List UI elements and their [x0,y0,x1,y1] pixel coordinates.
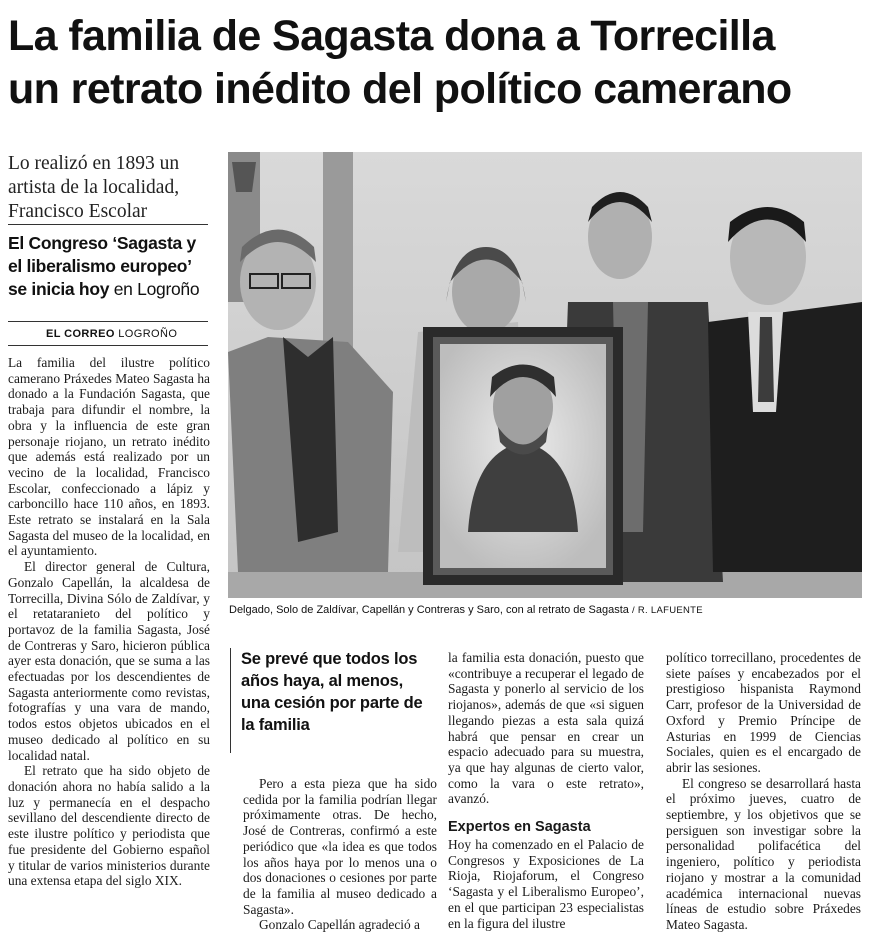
col1-paragraph: La familia del ilustre político camerano Práxedes Mateo Sagasta ha donado a la Fundación Sagasta, que trabaja para difundir el nombre, la obra y la influencia de este gran personaje riojano, un retrato inédito que además está realizado por un vecino de la localidad, Francisco Escolar, confeccionado a lápiz y carboncillo hace 110 años, en 1893. Este retrato se instalará en la Sala Sagasta del museo de la localidad, en el ayuntamiento. [8,355,210,559]
photo-illustration [228,152,862,598]
news-photo [228,152,862,598]
source-paper: EL CORREO [46,328,115,340]
body-column-3 [448,650,644,931]
col1-paragraph: El director general de Cultura, Gonzalo Capellán, la alcaldesa de Torrecilla, Divina Sólo de Zaldívar, y el retataranieto del político y portavoz de la familia Sagasta, José de Contreras y Saro, hicieron pública ayer esta donación, que se suma a las efectuadas por los descendientes de Sagasta anteriormente como revistas, fotografías y una vara de mando, todos estos objetos ubicados en el museo dedicado al político en su localidad natal. [8,559,210,763]
second-subhead [8,232,213,301]
col3-paragraph: Hoy ha comenzado en el Palacio de Congresos y Exposiciones de La Rioja, Riojaforum, el Congreso ‘Sagasta y el Liberalismo Europeo’, en el que participan 23 especialistas en la figura del ilustre [448,837,644,931]
pull-quote [230,648,435,753]
source-line [46,328,177,340]
source-divider-top [8,321,208,322]
photo-credit: / R. LAFUENTE [631,605,703,616]
photo-caption [229,604,861,616]
source-divider-bottom [8,345,208,346]
body-column-1 [8,355,210,889]
pull-quote-text: Se prevé que todos los años haya, al menos, una cesión por parte de la familia [241,650,423,734]
caption-text: Delgado, Solo de Zaldívar, Capellán y Contreras y Saro, con al retrato de Sagasta [229,604,629,616]
second-subhead-light: en Logroño [113,279,200,299]
subhead-divider [8,224,208,225]
col4-paragraph: El congreso se desarrollará hasta el próximo jueves, cuatro de septiembre, y los objetivos que se persiguen son investigar sobre la personalidad polifacética del ingeniero, político y periodista riojano y mostrar a la comunidad académica internacional nuevas líneas de estudio sobre Práxedes Mateo Sagasta. [666,775,861,932]
headline-line-1: La familia de Sagasta dona a Torrecilla [8,12,775,60]
lead-subhead: Lo realizó en 1893 un artista de la localidad, Francisco Escolar [8,153,180,222]
col3-paragraph: la familia esta donación, puesto que «contribuye a recuperar el legado de Sagasta y ponerlo al servicio de los riojanos», además de que «si siguen llegando piezas a esta sala quizá habrá que pensar en crear un espacio adecuado para su muestra, ya que hay algunas de cierto valor, como la vara o este retrato», avanzó. [448,650,644,807]
second-subhead-bold: El Congreso ‘Sagasta y el liberalismo europeo’ se inicia hoy [8,233,196,299]
framed-portrait [423,327,623,585]
headline [8,10,866,116]
headline-line-2: un retrato inédito del político camerano [8,65,792,113]
col1-paragraph: El retrato que ha sido objeto de donación ahora no había salido a la luz y permanecía en el despacho sevillano del descendiente directo de este ilustre político y periodista que fue presidente del Gobierno español y titular de varios ministerios durante una extensa etapa del siglo XIX. [8,763,210,889]
col4-paragraph: político torrecillano, procedentes de siete países y encabezados por el prestigioso hispanista Raymond Carr, profesor de la Universidad de Oxford y Premio Príncipe de Asturias en 1999 de Ciencias Sociales, quien es el encargado de abrir las sesiones. [666,650,861,775]
source-city: LOGROÑO [118,328,178,340]
body-column-4 [666,650,861,933]
col2-paragraph: Pero a esta pieza que ha sido cedida por la familia podrían llegar próximamente otras. De hecho, José de Contreras, confirmó a este periódico que «la idea es que todos los años haya por lo menos una o dos donaciones o cesiones por parte de la familia al museo dedicado a Sagasta». [243,776,437,917]
col2-paragraph: Gonzalo Capellán agradeció a [259,917,420,933]
section-subhead: Expertos en Sagasta [448,819,591,836]
body-column-2 [243,776,437,933]
